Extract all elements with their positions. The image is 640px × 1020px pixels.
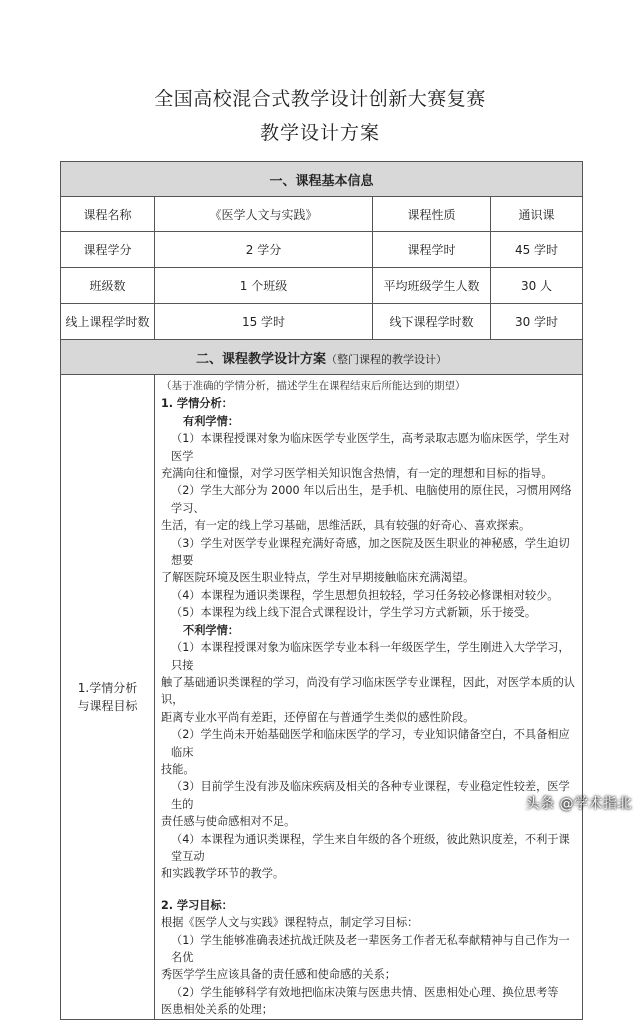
paragraph-line: （1）本课程授课对象为临床医学专业本科一年级医学生，学生刚进入大学学习，只接 xyxy=(171,641,570,672)
paragraph-line: 了解医院环境及医生职业特点，学生对早期接触临床充满渴望。 xyxy=(161,571,475,585)
note-text: （基于准确的学情分析，描述学生在课程结束后所能达到的期望） xyxy=(161,380,466,392)
cell-label: 课程性质 xyxy=(373,197,491,232)
cell-value: 1 个班级 xyxy=(155,268,373,304)
row-label-line: 与课程目标 xyxy=(77,698,138,713)
paragraph-line: （2）学生尚未开始基础医学和临床医学的学习，专业知识储备空白，不具备相应临床 xyxy=(171,728,570,759)
section-header-basic-info xyxy=(61,162,583,197)
cell-label: 课程学分 xyxy=(61,232,155,268)
section-title xyxy=(61,340,583,375)
cell-label: 平均班级学生人数 xyxy=(373,268,491,304)
paragraph-line: 充满向往和憧憬，对学习医学相关知识饱含热情，有一定的理想和目标的指导。 xyxy=(161,467,553,481)
paragraph-line: （1）学生能够准确表述抗战迁陕及老一辈医务工作者无私奉献精神与自己作为一名优 xyxy=(171,933,570,964)
favorable-title: 有利学情： xyxy=(183,414,239,428)
cell-label: 线上课程学时数 xyxy=(61,304,155,340)
row-label-line: 1.学情分析 xyxy=(77,680,138,695)
paragraph-line: （2）学生能够科学有效地把临床决策与医患共情、医患相处心理、换位思考等 xyxy=(171,985,559,999)
paragraph-line: 责任感与使命感相对不足。 xyxy=(161,815,296,829)
paragraph-line: 医患相处关系的处理； xyxy=(161,1003,273,1017)
cell-value: 通识课 xyxy=(491,197,583,232)
cell-value: 30 人 xyxy=(491,268,583,304)
paragraph-line: （2）学生大部分为 2000 年以后出生，是手机、电脑使用的原住民，习惯用网络学习、 xyxy=(171,484,572,515)
cell-value: 15 学时 xyxy=(155,304,373,340)
document-title: 全国高校混合式教学设计创新大赛复赛 xyxy=(154,88,486,110)
section-header-design-plan xyxy=(61,340,583,375)
analysis-content xyxy=(155,375,583,1020)
paragraph-line: 距离专业水平尚有差距，还停留在与普通学生类似的感性阶段。 xyxy=(161,710,475,724)
paragraph-line: （4）本课程为通识类课程，学生思想负担较轻，学习任务较必修课相对较少。 xyxy=(171,588,559,602)
cell-label: 课程名称 xyxy=(61,197,155,232)
section-subheading: （整门课程的教学设计） xyxy=(326,352,448,366)
goals-intro: 根据《医学人文与实践》课程特点，制定学习目标： xyxy=(161,916,419,930)
goals-title: 2. 学习目标： xyxy=(161,898,233,912)
table-row xyxy=(61,375,583,1020)
paragraph-line: 触了基础通识类课程的学习，尚没有学习临床医学专业课程，因此，对医学本质的认识， xyxy=(161,675,575,707)
cell-label: 班级数 xyxy=(61,268,155,304)
cell-value: 2 学分 xyxy=(155,232,373,268)
table-row xyxy=(61,268,583,304)
paragraph-line: 和实践教学环节的教学。 xyxy=(161,867,285,881)
table-row xyxy=(61,232,583,268)
paragraph-line: 秀医学学生应该具备的责任感和使命感的关系； xyxy=(161,968,396,982)
watermark: 头条 @学术指北 xyxy=(525,796,632,812)
spacer xyxy=(161,883,576,897)
row-label-analysis-goals xyxy=(61,375,155,1020)
cell-value: 45 学时 xyxy=(491,232,583,268)
unfavorable-title: 不利学情： xyxy=(183,623,239,637)
table-row xyxy=(61,304,583,340)
section-heading: 二、课程教学设计方案 xyxy=(196,351,327,367)
section-title: 一、课程基本信息 xyxy=(61,162,583,197)
paragraph-line: （3）目前学生没有涉及临床疾病及相关的各种专业课程，专业稳定性较差，医学生的 xyxy=(171,780,570,811)
paragraph-line: 生活，有一定的线上学习基础，思维活跃，具有较强的好奇心、喜欢探索。 xyxy=(161,519,531,533)
paragraph-line: 技能。 xyxy=(161,762,195,776)
cell-value: 30 学时 xyxy=(491,304,583,340)
cell-label: 线下课程学时数 xyxy=(373,304,491,340)
course-info-table xyxy=(60,161,583,1020)
paragraph-line: （1）本课程授课对象为临床医学专业医学生，高考录取志愿为临床医学，学生对医学 xyxy=(171,432,570,463)
document-subtitle: 教学设计方案 xyxy=(259,122,380,144)
cell-label: 课程学时 xyxy=(373,232,491,268)
paragraph-line: （5）本课程为线上线下混合式课程设计，学生学习方式新颖，乐于接受。 xyxy=(171,606,537,620)
table-row xyxy=(61,197,583,232)
paragraph-line: （4）本课程为通识类课程，学生来自年级的各个班级，彼此熟识度差，不利于课堂互动 xyxy=(171,832,570,863)
analysis-title: 1. 学情分析： xyxy=(161,397,233,411)
cell-value: 《医学人文与实践》 xyxy=(155,197,373,232)
paragraph-line: （3）学生对医学专业课程充满好奇感，加之医院及医生职业的神秘感，学生迫切想要 xyxy=(171,536,570,568)
